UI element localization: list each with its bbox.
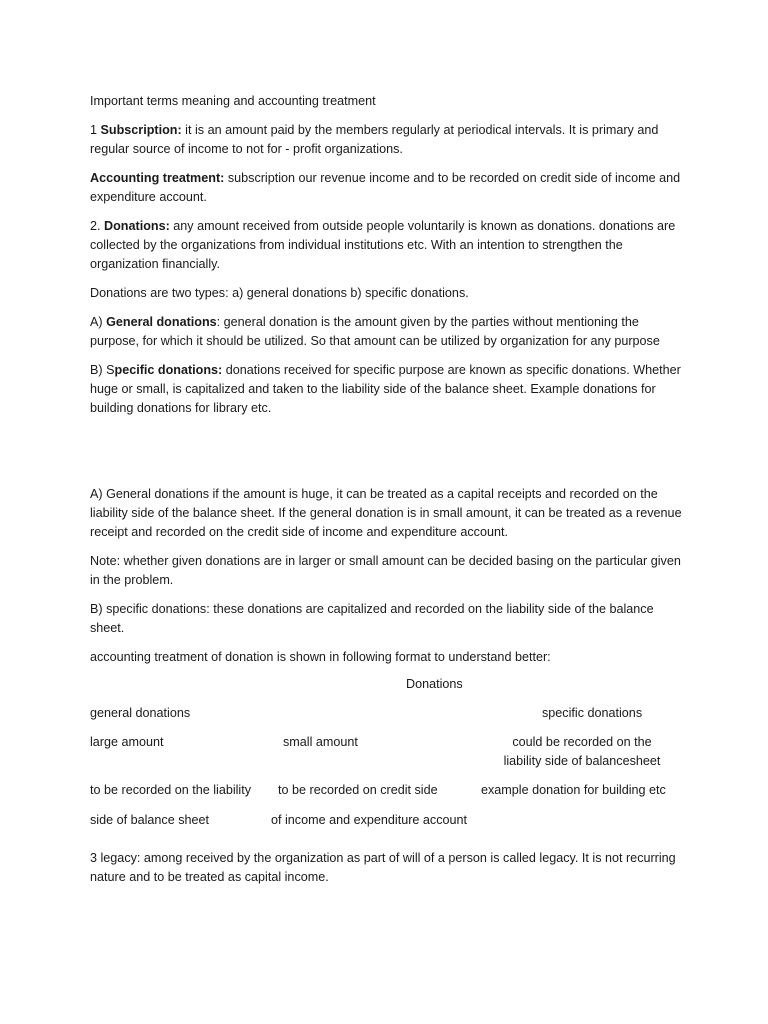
specific-donations-prefix: B) S xyxy=(90,363,115,377)
donation-format-outline xyxy=(90,675,690,849)
flow-large-line-2: side of balance sheet xyxy=(90,813,210,827)
subscription-treatment-paragraph xyxy=(90,169,690,207)
general-treatment-paragraph: A) General donations if the amount is huge, it can be treated as a capital receipts and recorded on the liability side of the balance sheet. If the general donation is in small amount, it can be treated as a revenue receipt and recorded on the credit side of income and expenditure account. xyxy=(90,487,682,539)
general-donations-term: General donations xyxy=(106,315,217,329)
document-heading: Important terms meaning and accounting treatment xyxy=(90,94,376,108)
subscription-text: it is an amount paid by the members regularly at periodical intervals. It is primary and regular source of income to not for - profit organizations. xyxy=(90,123,659,156)
general-donations-paragraph xyxy=(90,313,690,351)
donation-types-paragraph: Donations are two types: a) general donations b) specific donations. xyxy=(90,286,469,300)
legacy-paragraph: 3 legacy: among received by the organization as part of will of a person is called legacy. It is not recurring nature and to be treated as capital income. xyxy=(90,851,676,884)
flow-small-line-2: of income and expenditure account xyxy=(271,813,468,827)
flow-specific-description: could be recorded on the liability side of balancesheet xyxy=(503,735,661,768)
note-paragraph: Note: whether given donations are in larger or small amount can be decided basing on the particular given in the problem. xyxy=(90,554,681,587)
flow-large-amount: large amount xyxy=(90,735,164,749)
blank-space xyxy=(90,428,690,485)
specific-donations-term: pecific donations: xyxy=(114,363,223,377)
subscription-treatment-text: subscription our revenue income and to be recorded on credit side of income and expenditure account. xyxy=(90,171,681,204)
subscription-number: 1 xyxy=(90,123,98,137)
subscription-treatment-term: Accounting treatment: xyxy=(90,171,225,185)
flow-specific-example: example donation for building etc xyxy=(481,783,666,797)
general-donations-text: : general donation is the amount given by the parties without mentioning the purpose, for which it should be utilized. So that amount can be utilized by organization for any purpose xyxy=(90,315,660,348)
flow-general-donations: general donations xyxy=(90,706,191,720)
flow-large-line-1: to be recorded on the liability xyxy=(90,783,252,797)
flow-root: Donations xyxy=(406,677,463,691)
format-intro-paragraph: accounting treatment of donation is shown in following format to understand better: xyxy=(90,650,551,664)
specific-treatment-paragraph: B) specific donations: these donations are capitalized and recorded on the liability side of the balance sheet. xyxy=(90,602,654,635)
donations-paragraph xyxy=(90,217,690,274)
general-donations-prefix: A) xyxy=(90,315,103,329)
subscription-paragraph xyxy=(90,121,690,159)
specific-donations-paragraph xyxy=(90,361,690,418)
flow-specific-donations: specific donations xyxy=(542,706,643,720)
donations-number: 2. xyxy=(90,219,101,233)
donations-term: Donations: xyxy=(104,219,170,233)
document-body xyxy=(90,92,690,897)
subscription-term: Subscription: xyxy=(100,123,182,137)
donations-text: any amount received from outside people voluntarily is known as donations. donations are collected by the organizations from individual institutions etc. With an intention to strengthen the organization financially. xyxy=(90,219,676,271)
specific-donations-text: donations received for specific purpose are known as specific donations. Whether huge or small, is capitalized and taken to the liability side of the balance sheet. Example donations for building donations for library etc. xyxy=(90,363,681,415)
flow-small-amount: small amount xyxy=(283,735,358,749)
flow-small-line-1: to be recorded on credit side xyxy=(278,783,438,797)
